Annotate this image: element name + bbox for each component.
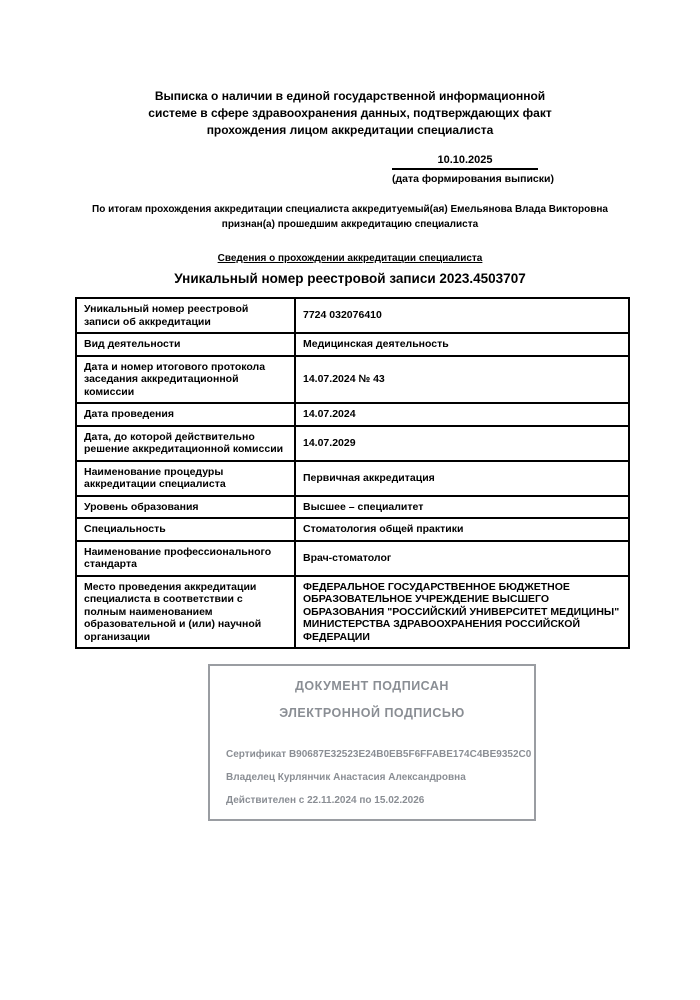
extract-date-caption: (дата формирования выписки) bbox=[392, 173, 554, 185]
intro-paragraph: По итогам прохождения аккредитации специалиста аккредитуемый(ая) Емельянова Влада Викторовна признан(а) прошедшим аккредитацию специалиста bbox=[92, 204, 608, 230]
table-row bbox=[76, 461, 629, 496]
row-value-cell: Первичная аккредитация bbox=[295, 461, 629, 496]
document-title-line: прохождения лицом аккредитации специалиста bbox=[206, 123, 494, 137]
row-label-cell: Дата, до которой действительно решение аккредитационной комиссии bbox=[76, 426, 295, 461]
row-value-cell: 14.07.2029 bbox=[295, 426, 629, 461]
row-label-cell: Уровень образования bbox=[76, 496, 295, 519]
row-label-cell: Вид деятельности bbox=[76, 333, 295, 356]
row-value-cell: Стоматология общей практики bbox=[295, 518, 629, 541]
row-label-cell: Наименование процедуры аккредитации специалиста bbox=[76, 461, 295, 496]
table-row bbox=[76, 403, 629, 426]
table-row bbox=[76, 426, 629, 461]
accreditation-table bbox=[75, 297, 630, 649]
stamp-title-line-1: ДОКУМЕНТ ПОДПИСАН bbox=[295, 679, 449, 693]
table-row bbox=[76, 541, 629, 576]
document-title bbox=[0, 88, 700, 139]
row-label-cell: Наименование профессионального стандарта bbox=[76, 541, 295, 576]
signature-stamp bbox=[208, 664, 536, 821]
stamp-details bbox=[226, 749, 532, 807]
extract-date: 10.10.2025 bbox=[392, 154, 538, 170]
row-label-cell: Дата проведения bbox=[76, 403, 295, 426]
table-row bbox=[76, 333, 629, 356]
table-row bbox=[76, 496, 629, 519]
row-label-cell: Специальность bbox=[76, 518, 295, 541]
registry-number: Уникальный номер реестровой записи 2023.4503707 bbox=[174, 271, 526, 286]
row-label-cell: Место проведения аккредитации специалиста в соответствии с полным наименованием образовательной и (или) научной организации bbox=[76, 576, 295, 649]
stamp-title bbox=[226, 673, 518, 727]
row-label-cell: Дата и номер итогового протокола заседания аккредитационной комиссии bbox=[76, 356, 295, 404]
row-value-cell: 7724 032076410 bbox=[295, 298, 629, 333]
stamp-title-line-2: ЭЛЕКТРОННОЙ ПОДПИСЬЮ bbox=[279, 706, 465, 720]
section-heading: Сведения о прохождении аккредитации специалиста bbox=[217, 253, 483, 264]
stamp-certificate: Сертификат B90687E32523E24B0EB5F6FFABE174C4BE9352C0 bbox=[226, 749, 532, 760]
stamp-owner: Владелец Курлянчик Анастасия Александровна bbox=[226, 772, 466, 783]
row-value-cell: Высшее – специалитет bbox=[295, 496, 629, 519]
table-row bbox=[76, 518, 629, 541]
table-row bbox=[76, 298, 629, 333]
row-value-cell: 14.07.2024 bbox=[295, 403, 629, 426]
table-row bbox=[76, 356, 629, 404]
row-value-cell: Врач-стоматолог bbox=[295, 541, 629, 576]
document-title-line: системе в сфере здравоохранения данных, подтверждающих факт bbox=[148, 106, 552, 120]
table-row bbox=[76, 576, 629, 649]
extract-date-block bbox=[392, 154, 554, 185]
row-label-cell: Уникальный номер реестровой записи об аккредитации bbox=[76, 298, 295, 333]
stamp-validity: Действителен с 22.11.2024 по 15.02.2026 bbox=[226, 795, 425, 806]
row-value-cell: ФЕДЕРАЛЬНОЕ ГОСУДАРСТВЕННОЕ БЮДЖЕТНОЕ ОБРАЗОВАТЕЛЬНОЕ УЧРЕЖДЕНИЕ ВЫСШЕГО ОБРАЗОВАНИЯ "РОССИЙСКИЙ УНИВЕРСИТЕТ МЕДИЦИНЫ" МИНИСТЕРСТВА ЗДРАВООХРАНЕНИЯ РОССИЙСКОЙ ФЕДЕРАЦИИ bbox=[295, 576, 629, 649]
row-value-cell: 14.07.2024 № 43 bbox=[295, 356, 629, 404]
document-title-line: Выписка о наличии в единой государственной информационной bbox=[154, 89, 546, 103]
row-value-cell: Медицинская деятельность bbox=[295, 333, 629, 356]
